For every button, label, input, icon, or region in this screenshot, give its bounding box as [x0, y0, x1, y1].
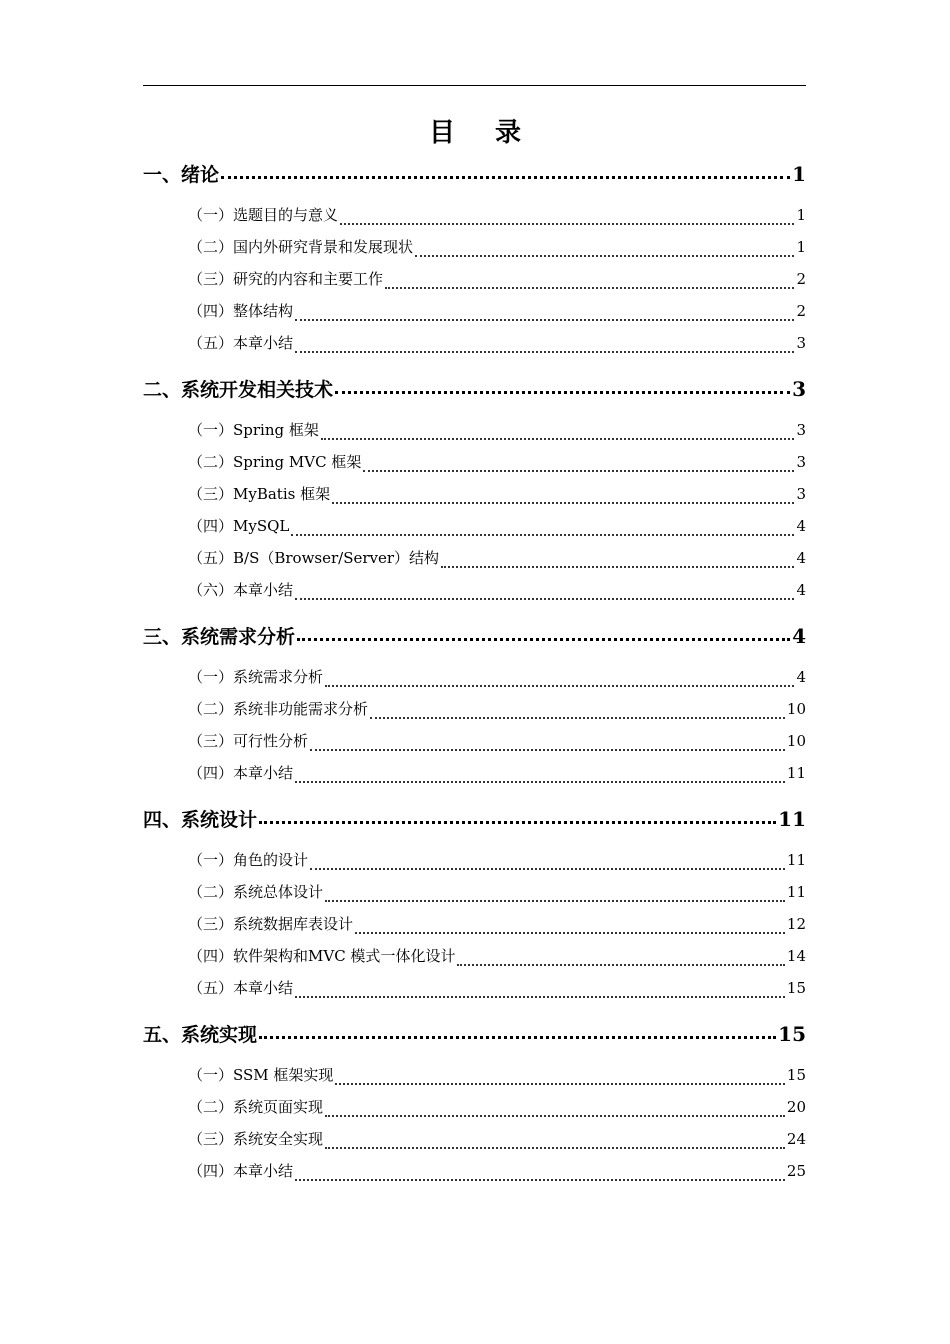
chapter-title: 五、系统实现	[143, 1024, 258, 1046]
toc-section-entry[interactable]	[143, 1160, 806, 1192]
dot-leader	[335, 1083, 784, 1085]
toc-section-entry[interactable]	[143, 977, 806, 1009]
dot-leader	[325, 1115, 785, 1117]
toc-section-entry[interactable]	[143, 579, 806, 611]
section-title: （四）整体结构	[188, 302, 294, 320]
toc-chapter-entry[interactable]	[143, 622, 806, 654]
section-page-number: 3	[796, 453, 806, 471]
table-of-contents	[143, 160, 806, 1192]
section-title: （三）MyBatis 框架	[188, 485, 331, 503]
chapter-page-number: 3	[792, 377, 806, 401]
chapter-page-number: 15	[778, 1022, 806, 1046]
dot-leader	[325, 685, 794, 687]
toc-section-entry[interactable]	[143, 236, 806, 268]
chapter-page-number: 4	[792, 624, 806, 648]
toc-section-entry[interactable]	[143, 849, 806, 881]
toc-chapter-entry[interactable]	[143, 375, 806, 407]
chapter-title: 一、绪论	[143, 164, 220, 186]
toc-section-entry[interactable]	[143, 1096, 806, 1128]
toc-section-entry[interactable]	[143, 698, 806, 730]
dot-leader	[295, 996, 785, 998]
dot-leader	[385, 287, 794, 289]
dot-leader	[295, 351, 794, 353]
section-page-number: 10	[786, 700, 806, 718]
section-page-number: 20	[786, 1098, 806, 1116]
toc-section-entry[interactable]	[143, 1064, 806, 1096]
section-page-number: 12	[786, 915, 806, 933]
dot-leader	[415, 255, 794, 257]
toc-section-entry[interactable]	[143, 547, 806, 579]
section-title: （二）Spring MVC 框架	[188, 453, 362, 471]
section-title: （一）角色的设计	[188, 851, 309, 869]
section-page-number: 4	[796, 668, 806, 686]
dot-leader	[295, 1179, 785, 1181]
toc-section-entry[interactable]	[143, 483, 806, 515]
section-page-number: 4	[796, 549, 806, 567]
section-page-number: 25	[786, 1162, 806, 1180]
section-title: （三）研究的内容和主要工作	[188, 270, 384, 288]
section-title: （四）本章小结	[188, 1162, 294, 1180]
chapter-title: 二、系统开发相关技术	[143, 379, 334, 401]
toc-section-entry[interactable]	[143, 913, 806, 945]
toc-section-entry[interactable]	[143, 730, 806, 762]
section-page-number: 24	[786, 1130, 806, 1148]
section-title: （二）国内外研究背景和发展现状	[188, 238, 414, 256]
section-page-number: 3	[796, 485, 806, 503]
dot-leader	[325, 900, 785, 902]
section-title: （五）本章小结	[188, 334, 294, 352]
section-page-number: 1	[796, 238, 806, 256]
dot-leader	[332, 502, 794, 504]
dot-leader	[340, 223, 794, 225]
toc-section-entry[interactable]	[143, 1128, 806, 1160]
toc-section-entry[interactable]	[143, 881, 806, 913]
dot-leader	[325, 1147, 785, 1149]
dot-leader	[321, 438, 795, 440]
section-page-number: 15	[786, 979, 806, 997]
section-page-number: 11	[786, 851, 806, 869]
section-title: （二）系统总体设计	[188, 883, 324, 901]
toc-section-entry[interactable]	[143, 268, 806, 300]
dot-leader	[295, 319, 794, 321]
chapter-page-number: 11	[778, 807, 806, 831]
dot-leader	[259, 1036, 776, 1039]
dot-leader	[310, 868, 785, 870]
section-page-number: 14	[786, 947, 806, 965]
toc-title	[0, 112, 950, 149]
dot-leader	[291, 534, 794, 536]
toc-title-char-1: 目	[428, 118, 455, 148]
section-title: （二）系统非功能需求分析	[188, 700, 369, 718]
toc-title-char-2: 录	[495, 118, 522, 148]
section-title: （三）系统数据库表设计	[188, 915, 354, 933]
chapter-page-number: 1	[792, 162, 806, 186]
section-page-number: 2	[796, 270, 806, 288]
dot-leader	[370, 717, 785, 719]
dot-leader	[295, 598, 794, 600]
toc-section-entry[interactable]	[143, 419, 806, 451]
section-page-number: 3	[796, 334, 806, 352]
dot-leader	[457, 964, 784, 966]
section-title: （二）系统页面实现	[188, 1098, 324, 1116]
section-page-number: 11	[786, 883, 806, 901]
dot-leader	[295, 781, 785, 783]
toc-chapter-entry[interactable]	[143, 160, 806, 192]
section-page-number: 4	[796, 517, 806, 535]
section-page-number: 1	[796, 206, 806, 224]
dot-leader	[259, 821, 776, 824]
dot-leader	[363, 470, 794, 472]
dot-leader	[355, 932, 785, 934]
dot-leader	[310, 749, 785, 751]
toc-section-entry[interactable]	[143, 515, 806, 547]
section-page-number: 15	[786, 1066, 806, 1084]
section-title: （五）B/S（Browser/Server）结构	[188, 549, 440, 567]
chapter-title: 四、系统设计	[143, 809, 258, 831]
dot-leader	[335, 391, 790, 394]
toc-section-entry[interactable]	[143, 762, 806, 794]
dot-leader	[297, 638, 790, 641]
toc-section-entry[interactable]	[143, 666, 806, 698]
section-title: （四）MySQL	[188, 517, 290, 535]
section-title: （一）Spring 框架	[188, 421, 319, 439]
toc-section-entry[interactable]	[143, 945, 806, 977]
section-title: （一）选题目的与意义	[188, 206, 339, 224]
section-title: （三）系统安全实现	[188, 1130, 324, 1148]
section-page-number: 10	[786, 732, 806, 750]
toc-section-entry[interactable]	[143, 300, 806, 332]
toc-chapter-entry[interactable]	[143, 805, 806, 837]
toc-section-entry[interactable]	[143, 204, 806, 236]
section-title: （三）可行性分析	[188, 732, 309, 750]
header-rule	[143, 85, 806, 86]
section-title: （四）本章小结	[188, 764, 294, 782]
section-page-number: 3	[796, 421, 806, 439]
section-title: （一）SSM 框架实现	[188, 1066, 334, 1084]
section-title: （六）本章小结	[188, 581, 294, 599]
section-page-number: 2	[796, 302, 806, 320]
dot-leader	[221, 176, 790, 179]
section-title: （一）系统需求分析	[188, 668, 324, 686]
section-title: （四）软件架构和MVC 模式一体化设计	[188, 947, 456, 965]
toc-section-entry[interactable]	[143, 332, 806, 364]
chapter-title: 三、系统需求分析	[143, 626, 296, 648]
section-page-number: 11	[786, 764, 806, 782]
dot-leader	[441, 566, 794, 568]
section-title: （五）本章小结	[188, 979, 294, 997]
toc-chapter-entry[interactable]	[143, 1020, 806, 1052]
toc-section-entry[interactable]	[143, 451, 806, 483]
section-page-number: 4	[796, 581, 806, 599]
